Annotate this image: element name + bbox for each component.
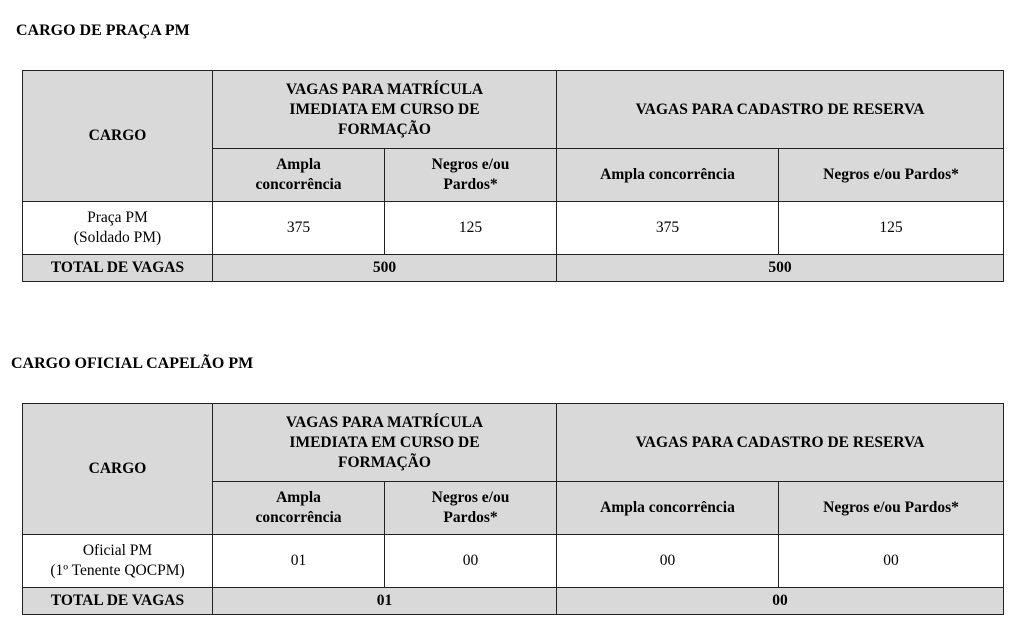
total-reserva: 00 [557,588,1004,615]
header-mat-ampla: Ampla concorrência [213,482,385,535]
header-mat-negros: Negros e/ou Pardos* [385,482,557,535]
header-mat-negros: Negros e/ou Pardos* [385,149,557,202]
header-mat-ampla: Ampla concorrência [213,149,385,202]
total-label: TOTAL DE VAGAS [23,255,213,282]
header-cargo: CARGO [23,404,213,535]
header-matricula: VAGAS PARA MATRÍCULA IMEDIATA EM CURSO DE FORMAÇÃO [213,71,557,149]
section-title-capelao: CARGO OFICIAL CAPELÃO PM [11,355,254,372]
header-res-negros: Negros e/ou Pardos* [779,149,1004,202]
header-cargo: CARGO [23,71,213,202]
row-mat-ampla: 01 [213,535,385,588]
row-res-ampla: 00 [557,535,779,588]
vacancy-table-capelao [22,403,1004,615]
total-matricula: 01 [213,588,557,615]
header-res-negros: Negros e/ou Pardos* [779,482,1004,535]
section-title-praca: CARGO DE PRAÇA PM [16,22,190,39]
total-label: TOTAL DE VAGAS [23,588,213,615]
total-reserva: 500 [557,255,1004,282]
header-res-ampla: Ampla concorrência [557,149,779,202]
row-mat-negros: 125 [385,202,557,255]
row-mat-negros: 00 [385,535,557,588]
row-res-negros: 00 [779,535,1004,588]
row-res-ampla: 375 [557,202,779,255]
header-res-ampla: Ampla concorrência [557,482,779,535]
header-matricula: VAGAS PARA MATRÍCULA IMEDIATA EM CURSO DE FORMAÇÃO [213,404,557,482]
row-cargo: Oficial PM (1º Tenente QOCPM) [23,535,213,588]
total-matricula: 500 [213,255,557,282]
row-mat-ampla: 375 [213,202,385,255]
vacancy-table-praca [22,70,1004,282]
header-reserva: VAGAS PARA CADASTRO DE RESERVA [557,71,1004,149]
row-res-negros: 125 [779,202,1004,255]
row-cargo: Praça PM (Soldado PM) [23,202,213,255]
header-reserva: VAGAS PARA CADASTRO DE RESERVA [557,404,1004,482]
